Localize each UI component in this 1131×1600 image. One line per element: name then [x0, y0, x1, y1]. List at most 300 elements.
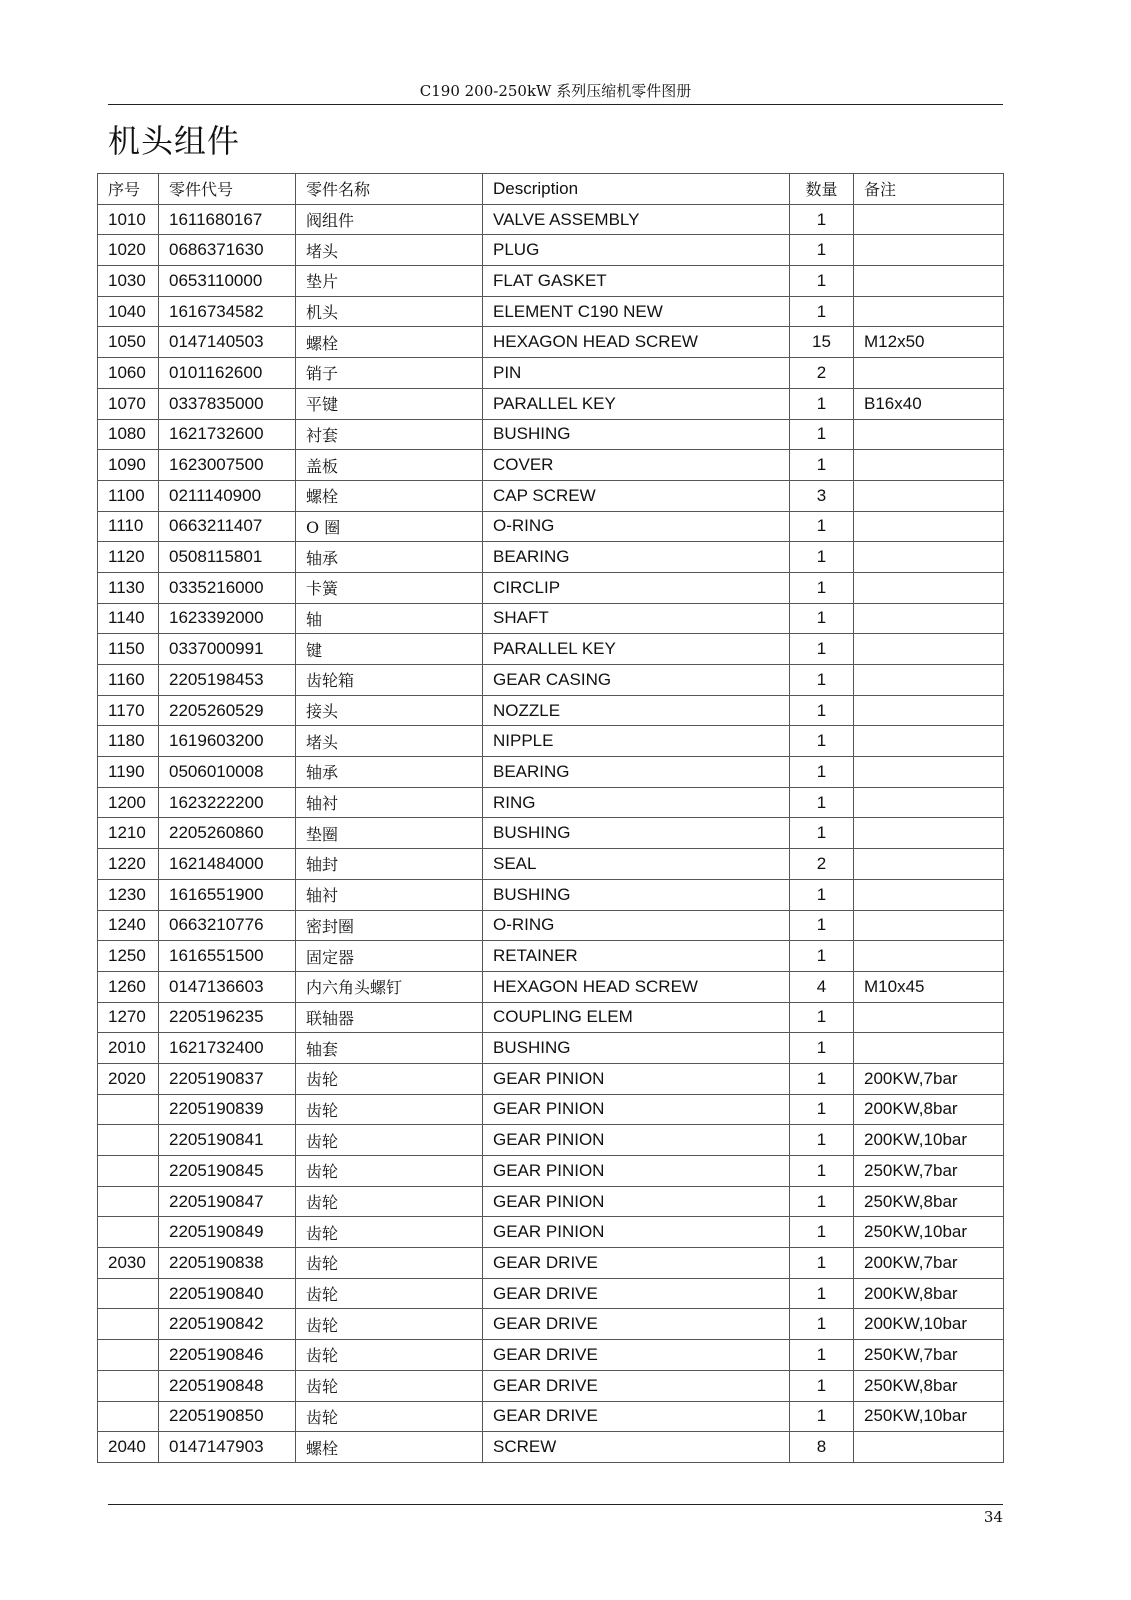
- cell-remarks: [854, 849, 1004, 880]
- cell-seq: 1020: [98, 235, 159, 266]
- column-header-quantity: 数量: [790, 174, 854, 205]
- cell-description: PARALLEL KEY: [483, 388, 790, 419]
- cell-seq: 1210: [98, 818, 159, 849]
- cell-quantity: 1: [790, 1340, 854, 1371]
- cell-description: GEAR CASING: [483, 665, 790, 696]
- table-row: [98, 1094, 1004, 1125]
- cell-description: GEAR PINION: [483, 1125, 790, 1156]
- cell-quantity: 1: [790, 1217, 854, 1248]
- cell-part-name: 接头: [296, 695, 483, 726]
- table-row: [98, 204, 1004, 235]
- cell-part-number: 1623392000: [159, 603, 296, 634]
- cell-remarks: B16x40: [854, 388, 1004, 419]
- cell-part-number: 0686371630: [159, 235, 296, 266]
- cell-part-name: 平键: [296, 388, 483, 419]
- table-row: [98, 1217, 1004, 1248]
- table-row: [98, 941, 1004, 972]
- cell-part-number: 2205198453: [159, 665, 296, 696]
- cell-remarks: [854, 1033, 1004, 1064]
- cell-part-number: 2205190849: [159, 1217, 296, 1248]
- cell-remarks: 250KW,10bar: [854, 1217, 1004, 1248]
- table-row: [98, 1156, 1004, 1187]
- cell-part-number: 2205190838: [159, 1248, 296, 1279]
- cell-remarks: [854, 511, 1004, 542]
- table-row: [98, 1432, 1004, 1463]
- cell-part-name: 轴套: [296, 1033, 483, 1064]
- cell-remarks: [854, 1432, 1004, 1463]
- cell-remarks: 250KW,8bar: [854, 1186, 1004, 1217]
- cell-part-number: 2205190845: [159, 1156, 296, 1187]
- table-row: [98, 450, 1004, 481]
- cell-part-number: 2205190840: [159, 1278, 296, 1309]
- table-row: [98, 1309, 1004, 1340]
- cell-remarks: [854, 450, 1004, 481]
- cell-part-name: 阀组件: [296, 204, 483, 235]
- cell-seq: 1030: [98, 266, 159, 297]
- cell-part-name: 齿轮: [296, 1340, 483, 1371]
- cell-seq: [98, 1094, 159, 1125]
- cell-remarks: 200KW,8bar: [854, 1094, 1004, 1125]
- cell-quantity: 8: [790, 1432, 854, 1463]
- cell-quantity: 1: [790, 266, 854, 297]
- cell-remarks: [854, 941, 1004, 972]
- cell-seq: [98, 1186, 159, 1217]
- table-row: [98, 542, 1004, 573]
- table-row: [98, 849, 1004, 880]
- cell-quantity: 1: [790, 665, 854, 696]
- cell-part-name: O 圈: [296, 511, 483, 542]
- cell-remarks: [854, 572, 1004, 603]
- cell-description: HEXAGON HEAD SCREW: [483, 971, 790, 1002]
- table-row: [98, 511, 1004, 542]
- cell-seq: 1240: [98, 910, 159, 941]
- cell-part-number: 0147140503: [159, 327, 296, 358]
- cell-seq: 1120: [98, 542, 159, 573]
- cell-seq: 1130: [98, 572, 159, 603]
- cell-remarks: M10x45: [854, 971, 1004, 1002]
- cell-remarks: 250KW,8bar: [854, 1370, 1004, 1401]
- cell-part-name: 轴: [296, 603, 483, 634]
- cell-seq: 1060: [98, 358, 159, 389]
- cell-seq: 1070: [98, 388, 159, 419]
- table-row: [98, 910, 1004, 941]
- cell-part-name: 联轴器: [296, 1002, 483, 1033]
- cell-quantity: 4: [790, 971, 854, 1002]
- table-row: [98, 480, 1004, 511]
- cell-seq: 2010: [98, 1033, 159, 1064]
- cell-part-name: 齿轮: [296, 1278, 483, 1309]
- cell-part-number: 1619603200: [159, 726, 296, 757]
- cell-seq: [98, 1309, 159, 1340]
- cell-part-name: 齿轮: [296, 1401, 483, 1432]
- cell-remarks: [854, 266, 1004, 297]
- cell-quantity: 1: [790, 450, 854, 481]
- cell-quantity: 1: [790, 910, 854, 941]
- cell-part-name: 垫圈: [296, 818, 483, 849]
- table-row: [98, 634, 1004, 665]
- cell-description: GEAR DRIVE: [483, 1278, 790, 1309]
- cell-quantity: 1: [790, 419, 854, 450]
- cell-quantity: 2: [790, 358, 854, 389]
- cell-description: GEAR PINION: [483, 1156, 790, 1187]
- cell-description: SCREW: [483, 1432, 790, 1463]
- cell-part-number: 0508115801: [159, 542, 296, 573]
- cell-quantity: 1: [790, 695, 854, 726]
- cell-seq: 1260: [98, 971, 159, 1002]
- cell-quantity: 1: [790, 818, 854, 849]
- section-title: 机头组件: [108, 122, 241, 160]
- cell-description: GEAR PINION: [483, 1186, 790, 1217]
- table-row: [98, 757, 1004, 788]
- cell-description: O-RING: [483, 910, 790, 941]
- cell-remarks: 200KW,10bar: [854, 1125, 1004, 1156]
- cell-remarks: [854, 757, 1004, 788]
- cell-part-number: 2205190837: [159, 1063, 296, 1094]
- document-header-title: C190 200-250kW 系列压缩机零件图册: [419, 82, 692, 100]
- cell-quantity: 1: [790, 1401, 854, 1432]
- cell-quantity: 1: [790, 726, 854, 757]
- table-row: [98, 1033, 1004, 1064]
- cell-quantity: 3: [790, 480, 854, 511]
- header-divider: [108, 104, 1003, 105]
- cell-quantity: 1: [790, 1094, 854, 1125]
- parts-table: [97, 173, 1004, 1463]
- table-row: [98, 327, 1004, 358]
- cell-part-number: 0337835000: [159, 388, 296, 419]
- cell-seq: 2040: [98, 1432, 159, 1463]
- cell-remarks: [854, 358, 1004, 389]
- cell-part-name: 齿轮箱: [296, 665, 483, 696]
- cell-seq: 2030: [98, 1248, 159, 1279]
- cell-part-name: 齿轮: [296, 1156, 483, 1187]
- cell-description: BUSHING: [483, 879, 790, 910]
- cell-remarks: [854, 665, 1004, 696]
- cell-part-number: 1621732400: [159, 1033, 296, 1064]
- cell-part-number: 0335216000: [159, 572, 296, 603]
- cell-seq: 1250: [98, 941, 159, 972]
- cell-description: GEAR DRIVE: [483, 1401, 790, 1432]
- cell-description: PARALLEL KEY: [483, 634, 790, 665]
- cell-seq: [98, 1217, 159, 1248]
- cell-part-number: 2205196235: [159, 1002, 296, 1033]
- cell-part-number: 0211140900: [159, 480, 296, 511]
- cell-part-name: 键: [296, 634, 483, 665]
- cell-part-number: 2205190850: [159, 1401, 296, 1432]
- cell-part-name: 机头: [296, 296, 483, 327]
- cell-description: GEAR PINION: [483, 1063, 790, 1094]
- cell-description: RING: [483, 787, 790, 818]
- cell-seq: 1090: [98, 450, 159, 481]
- table-row: [98, 1063, 1004, 1094]
- cell-seq: [98, 1125, 159, 1156]
- cell-seq: 1110: [98, 511, 159, 542]
- table-row: [98, 695, 1004, 726]
- cell-remarks: [854, 879, 1004, 910]
- cell-description: CAP SCREW: [483, 480, 790, 511]
- cell-part-number: 1623222200: [159, 787, 296, 818]
- cell-description: BUSHING: [483, 1033, 790, 1064]
- cell-seq: 1080: [98, 419, 159, 450]
- cell-description: FLAT GASKET: [483, 266, 790, 297]
- cell-description: RETAINER: [483, 941, 790, 972]
- cell-seq: 1050: [98, 327, 159, 358]
- cell-quantity: 1: [790, 1370, 854, 1401]
- cell-part-number: 0101162600: [159, 358, 296, 389]
- column-header-part-number: 零件代号: [159, 174, 296, 205]
- cell-part-name: 齿轮: [296, 1370, 483, 1401]
- table-row: [98, 388, 1004, 419]
- cell-seq: [98, 1370, 159, 1401]
- table-row: [98, 603, 1004, 634]
- column-header-part-name: 零件名称: [296, 174, 483, 205]
- cell-part-name: 盖板: [296, 450, 483, 481]
- cell-remarks: [854, 726, 1004, 757]
- table-row: [98, 787, 1004, 818]
- cell-seq: [98, 1401, 159, 1432]
- cell-part-name: 垫片: [296, 266, 483, 297]
- cell-seq: 1200: [98, 787, 159, 818]
- cell-seq: 1160: [98, 665, 159, 696]
- cell-seq: 1010: [98, 204, 159, 235]
- cell-seq: 1270: [98, 1002, 159, 1033]
- cell-description: HEXAGON HEAD SCREW: [483, 327, 790, 358]
- cell-quantity: 1: [790, 1125, 854, 1156]
- column-header-remarks: 备注: [854, 174, 1004, 205]
- cell-part-name: 堵头: [296, 235, 483, 266]
- cell-part-name: 固定器: [296, 941, 483, 972]
- parts-table-body: [98, 204, 1004, 1462]
- cell-part-name: 轴衬: [296, 787, 483, 818]
- cell-part-number: 0147147903: [159, 1432, 296, 1463]
- cell-remarks: 250KW,10bar: [854, 1401, 1004, 1432]
- cell-quantity: 2: [790, 849, 854, 880]
- cell-remarks: [854, 235, 1004, 266]
- cell-description: O-RING: [483, 511, 790, 542]
- cell-part-name: 螺栓: [296, 480, 483, 511]
- cell-part-name: 轴衬: [296, 879, 483, 910]
- cell-quantity: 1: [790, 511, 854, 542]
- cell-quantity: 1: [790, 787, 854, 818]
- table-header-row: [98, 174, 1004, 205]
- cell-part-name: 齿轮: [296, 1217, 483, 1248]
- cell-quantity: 1: [790, 1002, 854, 1033]
- cell-part-name: 齿轮: [296, 1094, 483, 1125]
- column-header-description: Description: [483, 174, 790, 205]
- cell-part-number: 0663211407: [159, 511, 296, 542]
- cell-quantity: 1: [790, 296, 854, 327]
- cell-quantity: 1: [790, 542, 854, 573]
- cell-part-number: 1623007500: [159, 450, 296, 481]
- cell-part-name: 内六角头螺钉: [296, 971, 483, 1002]
- cell-quantity: 1: [790, 572, 854, 603]
- cell-part-name: 销子: [296, 358, 483, 389]
- cell-seq: 1040: [98, 296, 159, 327]
- cell-seq: [98, 1340, 159, 1371]
- cell-part-number: 2205190847: [159, 1186, 296, 1217]
- cell-remarks: [854, 480, 1004, 511]
- cell-description: GEAR PINION: [483, 1094, 790, 1125]
- cell-quantity: 1: [790, 603, 854, 634]
- cell-quantity: 1: [790, 204, 854, 235]
- cell-part-name: 轴承: [296, 757, 483, 788]
- table-row: [98, 1248, 1004, 1279]
- cell-part-name: 轴承: [296, 542, 483, 573]
- table-row: [98, 266, 1004, 297]
- table-row: [98, 419, 1004, 450]
- cell-description: CIRCLIP: [483, 572, 790, 603]
- cell-part-number: 0663210776: [159, 910, 296, 941]
- cell-remarks: [854, 695, 1004, 726]
- cell-part-name: 螺栓: [296, 1432, 483, 1463]
- cell-part-name: 齿轮: [296, 1309, 483, 1340]
- table-row: [98, 665, 1004, 696]
- cell-part-name: 齿轮: [296, 1063, 483, 1094]
- cell-description: ELEMENT C190 NEW: [483, 296, 790, 327]
- cell-seq: [98, 1156, 159, 1187]
- cell-remarks: 250KW,7bar: [854, 1156, 1004, 1187]
- cell-description: BUSHING: [483, 818, 790, 849]
- cell-remarks: 200KW,10bar: [854, 1309, 1004, 1340]
- cell-remarks: [854, 1002, 1004, 1033]
- cell-description: PIN: [483, 358, 790, 389]
- table-row: [98, 235, 1004, 266]
- column-header-seq: 序号: [98, 174, 159, 205]
- cell-seq: 1180: [98, 726, 159, 757]
- cell-part-number: 2205190846: [159, 1340, 296, 1371]
- table-row: [98, 358, 1004, 389]
- cell-description: SHAFT: [483, 603, 790, 634]
- table-row: [98, 1278, 1004, 1309]
- cell-remarks: 200KW,7bar: [854, 1063, 1004, 1094]
- cell-remarks: [854, 910, 1004, 941]
- cell-remarks: [854, 204, 1004, 235]
- cell-seq: 2020: [98, 1063, 159, 1094]
- cell-description: NOZZLE: [483, 695, 790, 726]
- cell-part-number: 0337000991: [159, 634, 296, 665]
- cell-quantity: 15: [790, 327, 854, 358]
- cell-part-name: 密封圈: [296, 910, 483, 941]
- cell-description: NIPPLE: [483, 726, 790, 757]
- cell-remarks: [854, 419, 1004, 450]
- cell-part-number: 1616734582: [159, 296, 296, 327]
- table-row: [98, 1370, 1004, 1401]
- cell-description: BEARING: [483, 542, 790, 573]
- cell-part-name: 衬套: [296, 419, 483, 450]
- table-row: [98, 1401, 1004, 1432]
- cell-part-number: 0147136603: [159, 971, 296, 1002]
- cell-seq: 1170: [98, 695, 159, 726]
- cell-description: PLUG: [483, 235, 790, 266]
- cell-quantity: 1: [790, 634, 854, 665]
- cell-remarks: 200KW,8bar: [854, 1278, 1004, 1309]
- cell-part-name: 螺栓: [296, 327, 483, 358]
- cell-part-number: 2205190842: [159, 1309, 296, 1340]
- table-row: [98, 879, 1004, 910]
- cell-part-name: 齿轮: [296, 1125, 483, 1156]
- cell-part-number: 2205190848: [159, 1370, 296, 1401]
- cell-part-name: 轴封: [296, 849, 483, 880]
- cell-part-number: 2205260529: [159, 695, 296, 726]
- cell-quantity: 1: [790, 941, 854, 972]
- cell-quantity: 1: [790, 1309, 854, 1340]
- cell-part-number: 1616551500: [159, 941, 296, 972]
- cell-quantity: 1: [790, 235, 854, 266]
- cell-seq: 1230: [98, 879, 159, 910]
- cell-part-number: 1621484000: [159, 849, 296, 880]
- cell-description: SEAL: [483, 849, 790, 880]
- cell-part-name: 齿轮: [296, 1248, 483, 1279]
- cell-quantity: 1: [790, 1186, 854, 1217]
- table-row: [98, 1340, 1004, 1371]
- cell-part-number: 1621732600: [159, 419, 296, 450]
- cell-description: GEAR DRIVE: [483, 1309, 790, 1340]
- cell-part-number: 0506010008: [159, 757, 296, 788]
- cell-quantity: 1: [790, 1278, 854, 1309]
- table-row: [98, 572, 1004, 603]
- cell-part-number: 1616551900: [159, 879, 296, 910]
- cell-quantity: 1: [790, 757, 854, 788]
- cell-description: GEAR DRIVE: [483, 1370, 790, 1401]
- footer-divider: [108, 1504, 1003, 1505]
- cell-remarks: [854, 603, 1004, 634]
- cell-quantity: 1: [790, 1033, 854, 1064]
- cell-description: COUPLING ELEM: [483, 1002, 790, 1033]
- table-row: [98, 1002, 1004, 1033]
- table-row: [98, 971, 1004, 1002]
- cell-remarks: M12x50: [854, 327, 1004, 358]
- cell-description: GEAR DRIVE: [483, 1248, 790, 1279]
- cell-seq: [98, 1278, 159, 1309]
- cell-part-name: 卡簧: [296, 572, 483, 603]
- table-row: [98, 1125, 1004, 1156]
- cell-description: GEAR DRIVE: [483, 1340, 790, 1371]
- cell-remarks: 250KW,7bar: [854, 1340, 1004, 1371]
- cell-remarks: [854, 542, 1004, 573]
- cell-seq: 1220: [98, 849, 159, 880]
- cell-seq: 1150: [98, 634, 159, 665]
- cell-seq: 1100: [98, 480, 159, 511]
- cell-description: GEAR PINION: [483, 1217, 790, 1248]
- table-row: [98, 818, 1004, 849]
- cell-part-number: 2205190841: [159, 1125, 296, 1156]
- cell-remarks: [854, 634, 1004, 665]
- cell-seq: 1190: [98, 757, 159, 788]
- cell-quantity: 1: [790, 1063, 854, 1094]
- cell-part-number: 0653110000: [159, 266, 296, 297]
- cell-part-number: 2205260860: [159, 818, 296, 849]
- cell-remarks: 200KW,7bar: [854, 1248, 1004, 1279]
- table-row: [98, 296, 1004, 327]
- cell-part-name: 堵头: [296, 726, 483, 757]
- cell-description: COVER: [483, 450, 790, 481]
- cell-quantity: 1: [790, 1156, 854, 1187]
- cell-description: BUSHING: [483, 419, 790, 450]
- cell-part-number: 2205190839: [159, 1094, 296, 1125]
- cell-remarks: [854, 296, 1004, 327]
- table-row: [98, 1186, 1004, 1217]
- cell-remarks: [854, 787, 1004, 818]
- cell-quantity: 1: [790, 879, 854, 910]
- cell-part-number: 1611680167: [159, 204, 296, 235]
- cell-quantity: 1: [790, 1248, 854, 1279]
- cell-part-name: 齿轮: [296, 1186, 483, 1217]
- cell-seq: 1140: [98, 603, 159, 634]
- cell-quantity: 1: [790, 388, 854, 419]
- cell-description: VALVE ASSEMBLY: [483, 204, 790, 235]
- page-number: 34: [983, 1508, 1003, 1526]
- cell-remarks: [854, 818, 1004, 849]
- cell-description: BEARING: [483, 757, 790, 788]
